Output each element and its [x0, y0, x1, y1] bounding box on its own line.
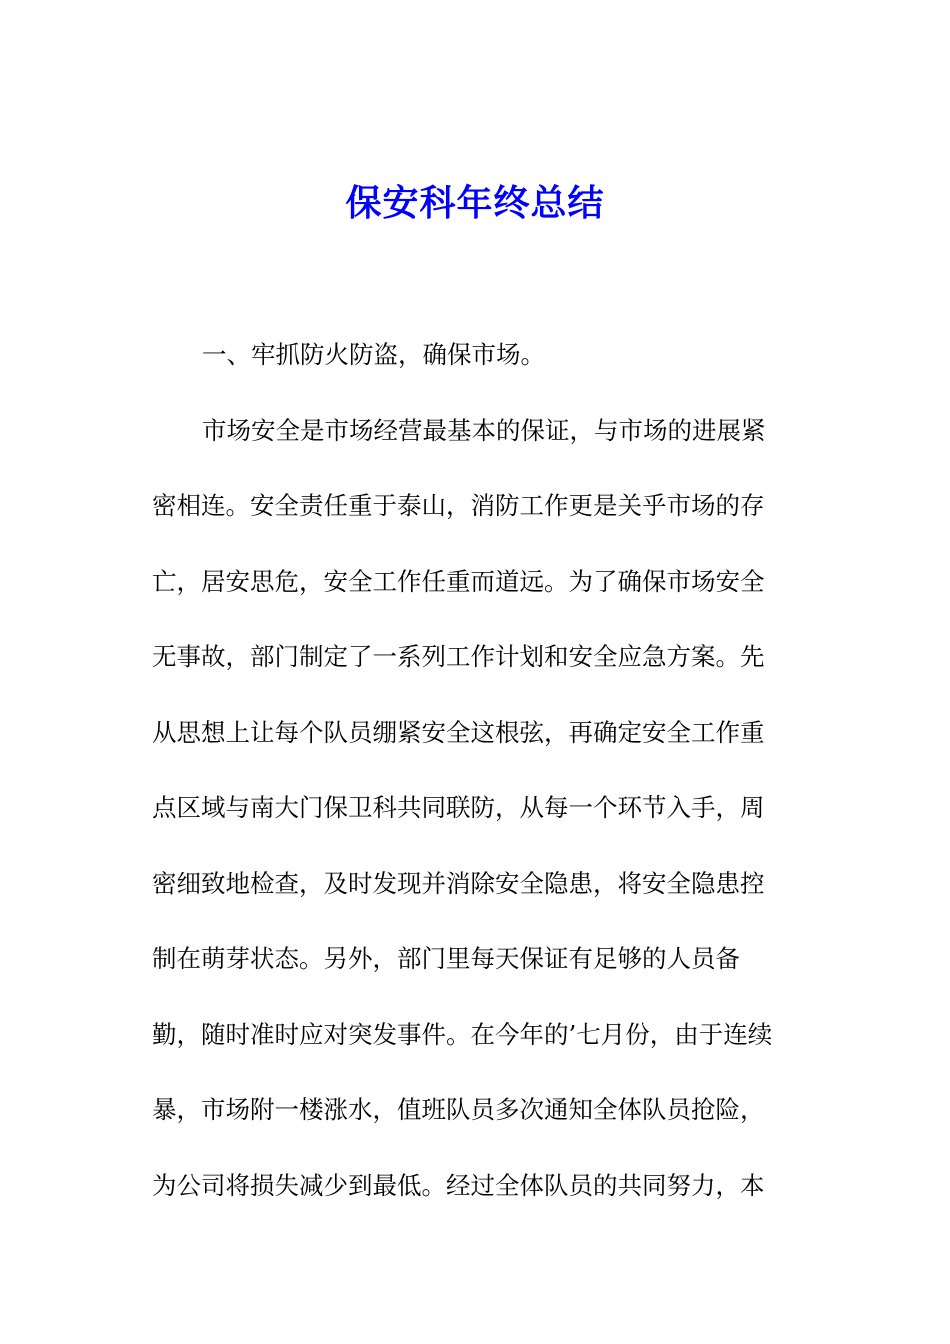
document-body: [152, 332, 802, 1238]
paragraph-line: 暴，市场附一楼涨水，值班队员多次通知全体队员抢险，: [152, 1095, 765, 1124]
paragraph-line: 市场安全是市场经营最基本的保证，与市场的进展紧: [202, 415, 766, 445]
paragraph-line: 亡，居安思危，安全工作任重而道远。为了确保市场安全: [152, 566, 765, 596]
paragraph-line: 勤，随时准时应对突发事件。在今年的’七月份，由于连续: [152, 1019, 773, 1049]
paragraph-line: 为公司将损失减少到最低。经过全体队员的共同努力，本: [152, 1170, 765, 1200]
document-title: 保安科年终总结: [345, 182, 605, 224]
paragraph-line: 无事故，部门制定了一系列工作计划和安全应急方案。先: [152, 642, 765, 671]
paragraph-line: 从思想上让每个队员绷紧安全这根弦，再确定安全工作重: [152, 717, 765, 747]
section-heading: 一、牢抓防火防盗，确保市场。: [202, 340, 545, 369]
paragraph-line: 制在萌芽状态。另外，部门里每天保证有足够的人员备: [152, 944, 740, 973]
paragraph-line: 密相连。安全责任重于泰山，消防工作更是关乎市场的存: [152, 491, 765, 520]
paragraph-line: 密细致地检查，及时发现并消除安全隐患，将安全隐患控: [152, 868, 765, 898]
paragraph-line: 点区域与南大门保卫科共同联防，从每一个环节入手，周: [152, 793, 765, 822]
